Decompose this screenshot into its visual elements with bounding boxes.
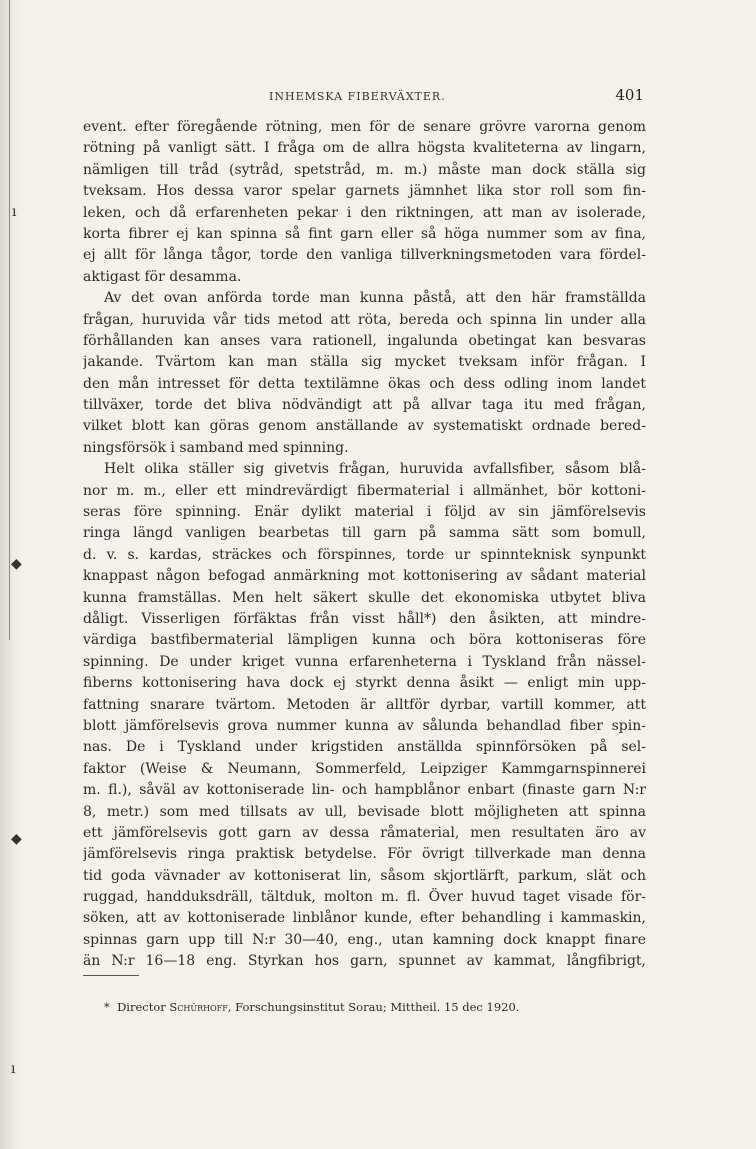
text-line: fattning snarare tvärtom. Metoden är alltför dyrbar, vartill kommer, att [83,696,646,713]
text-line: tid goda vävnader av kottoniserat lin, såsom skjortlärft, parkum, slät och [83,867,646,884]
text-line: ningsförsök i samband med spinning. [83,439,349,456]
text-line: ej allt för långa tågor, torde den vanliga tillverkningsmetoden vara fördel- [83,247,646,264]
text-line: förhållanden kan anses vara rationell, ingalunda obetingat kan besvaras [83,332,646,349]
footnote [104,1000,624,1014]
text-line: event. efter föregående rötning, men för de senare grövre varorna genom [83,119,646,135]
text-line: aktigast för desamma. [83,268,242,285]
text-line: kunna framställas. Men helt säkert skulle det ekonomiska utbytet bliva [83,589,646,606]
text-line: spinning. De under kriget vunna erfarenheterna i Tyskland från nässel- [83,653,646,670]
text-line: nas. De i Tyskland under krigstiden anställda spinnförsöken på sel- [83,739,646,756]
text-line: ringa längd vanligen bearbetas till garn på samma sätt som bomull, [83,525,646,542]
text-line: Av det ovan anförda torde man kunna påstå, att den här framställda [104,290,646,307]
text-line: jämförelsevis ringa praktisk betydelse. För övrigt tillverkade man denna [83,846,646,863]
text-line: m. fl.), såväl av kottoniserade lin- och hampblånor enbart (finaste garn N:r [83,782,646,799]
footnote-director-label: Director [117,1000,166,1014]
text-line: frågan, huruvida vår tids metod att röta, bereda och spinna lin under alla [83,311,646,328]
binding-line [9,0,10,640]
text-line: Helt olika ställer sig givetvis frågan, huruvida avfallsfiber, såsom blå- [104,461,646,478]
text-line: än N:r 16—18 eng. Styrkan hos garn, spunnet av kammat, långfibrigt, [83,953,646,970]
margin-mark-middle: ◆ [11,831,22,847]
margin-mark-arrow: ◆ [11,556,22,572]
text-line: faktor (Weise & Neumann, Sommerfeld, Leipziger Kammgarnspinnerei [83,760,646,777]
text-line: dåligt. Visserligen förfäktas från visst håll*) den åsikten, att mindre- [83,610,646,627]
text-line: tveksam. Hos dessa varor spelar garnets jämnhet lika stor roll som fin- [83,183,646,200]
footnote-rest: , Forschungsinstitut Sorau; Mittheil. 15 dec 1920. [227,1000,520,1014]
text-line: nämligen till tråd (sytråd, spetstråd, m. m.) måste man dock ställa sig [83,161,646,178]
text-line: blott jämförelsevis grova nummer kunna av sålunda behandlad fiber spin- [83,717,646,734]
text-line: fiberns kottonisering hava dock ej styrkt denna åsikt — enligt min upp- [83,675,646,692]
page-binding-edge [0,0,22,1149]
footnote-marker: * [104,1000,110,1014]
text-line: knappast någon befogad anmärkning mot kottonisering av sådant material [83,568,646,585]
text-line: leken, och då erfarenheten pekar i den riktningen, att man av isolerade, [83,204,646,221]
text-line: seras före spinning. Enär dylikt material i följd av sin jämförelsevis [83,504,646,521]
text-line: nor m. m., eller ett mindrevärdigt fibermaterial i allmänhet, bör kottoni- [83,482,646,499]
text-line: ruggad, handduksdräll, tältduk, molton m. fl. Över huvud taget visade för- [83,889,646,906]
text-line: söken, att av kottoniserade linblånor kunde, efter behandling i kammaskin, [83,910,646,927]
text-line: den mån intresset för detta textilämne ökas och dess odling inom landet [83,375,646,392]
text-line: vilket blott kan göras genom anställande av systematiskt ordnade bered- [83,418,646,435]
text-line: värdiga bastfibermaterial lämpligen kunna och böra kottoniseras före [83,632,646,649]
running-title: INHEMSKA FIBERVÄXTER. [269,90,446,103]
page-number: 401 [615,86,644,104]
text-line: tillväxer, torde det bliva nödvändigt att på allvar taga itu med frågan, [83,397,646,414]
margin-mark-bottom: ı [11,1061,16,1077]
page-header [83,86,646,108]
text-line: rötning på vanligt sätt. I fråga om de allra högsta kvaliteterna av lingarn, [83,140,646,157]
margin-mark-top: ı [12,204,17,220]
text-line: ett jämförelsevis gott garn av dessa råmaterial, men resultaten äro av [83,824,646,841]
text-line: spinnas garn upp till N:r 30—40, eng., utan kamning dock knappt finare [83,931,646,948]
footnote-name: Schürhoff [169,1000,228,1014]
footnote-rule [83,975,139,976]
text-line: jakande. Tvärtom kan man ställa sig mycket tveksam inför frågan. I [83,354,646,371]
text-line: korta fibrer ej kan spinna så fint garn eller så höga nummer som av fina, [83,225,646,242]
body-text [83,117,646,973]
text-line: d. v. s. kardas, sträckes och förspinnes, torde ur spinnteknisk synpunkt [83,546,646,563]
text-line: 8, metr.) som med tillsats av ull, bevisade blott möjligheten att spinna [83,803,646,820]
